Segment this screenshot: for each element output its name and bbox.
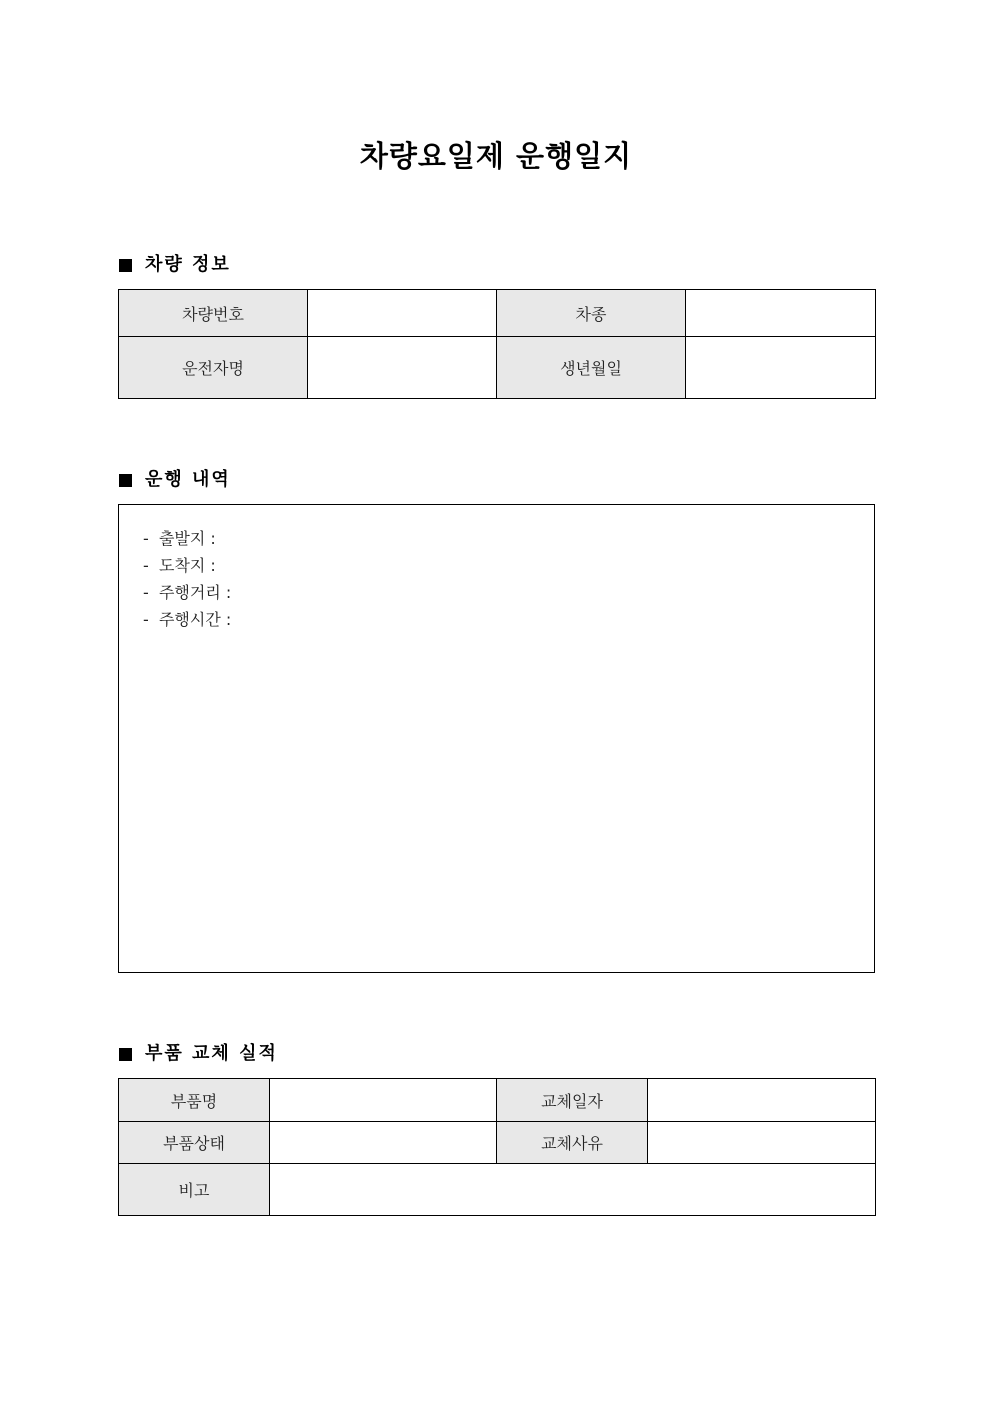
replacement-reason-field[interactable]	[648, 1122, 876, 1164]
list-item-distance: - 주행거리 :	[143, 583, 232, 602]
document-title: 차량요일제 운행일지	[359, 139, 633, 173]
part-name-field[interactable]	[270, 1079, 497, 1122]
vehicle-type-field[interactable]	[686, 290, 876, 337]
label-part-name: 부품명	[119, 1079, 270, 1122]
trip-details-list	[143, 525, 231, 633]
section-heading-parts-replacement	[119, 1042, 278, 1066]
black-square-icon	[119, 259, 132, 272]
vehicle-number-field[interactable]	[308, 290, 497, 337]
vehicle-info-table	[118, 289, 876, 399]
black-square-icon	[119, 1048, 132, 1061]
label-replacement-date: 교체일자	[497, 1079, 648, 1122]
list-item-driving-time: - 주행시간 :	[143, 610, 232, 629]
part-condition-field[interactable]	[270, 1122, 497, 1164]
section-heading-trip-details	[119, 468, 231, 492]
label-vehicle-type: 차종	[497, 290, 686, 337]
label-driver-name: 운전자명	[119, 337, 308, 399]
label-vehicle-number: 차량번호	[119, 290, 308, 337]
replacement-date-field[interactable]	[648, 1079, 876, 1122]
remarks-field[interactable]	[270, 1164, 876, 1216]
section-heading-label: 운행 내역	[145, 469, 231, 490]
black-square-icon	[119, 474, 132, 487]
section-heading-label: 차량 정보	[145, 254, 231, 275]
label-birth-date: 생년월일	[497, 337, 686, 399]
driver-name-field[interactable]	[308, 337, 497, 399]
parts-replacement-table	[118, 1078, 876, 1216]
label-part-condition: 부품상태	[119, 1122, 270, 1164]
list-item-destination: - 도착지 :	[143, 556, 216, 575]
list-item-departure: - 출발지 :	[143, 529, 216, 548]
label-remarks: 비고	[119, 1164, 270, 1216]
table-row	[119, 290, 876, 337]
section-heading-label: 부품 교체 실적	[145, 1043, 278, 1064]
section-heading-vehicle-info	[119, 253, 231, 277]
label-replacement-reason: 교체사유	[497, 1122, 648, 1164]
table-row	[119, 1164, 876, 1216]
trip-details-box[interactable]	[118, 504, 875, 973]
table-row	[119, 1122, 876, 1164]
table-row	[119, 1079, 876, 1122]
table-row	[119, 337, 876, 399]
birth-date-field[interactable]	[686, 337, 876, 399]
